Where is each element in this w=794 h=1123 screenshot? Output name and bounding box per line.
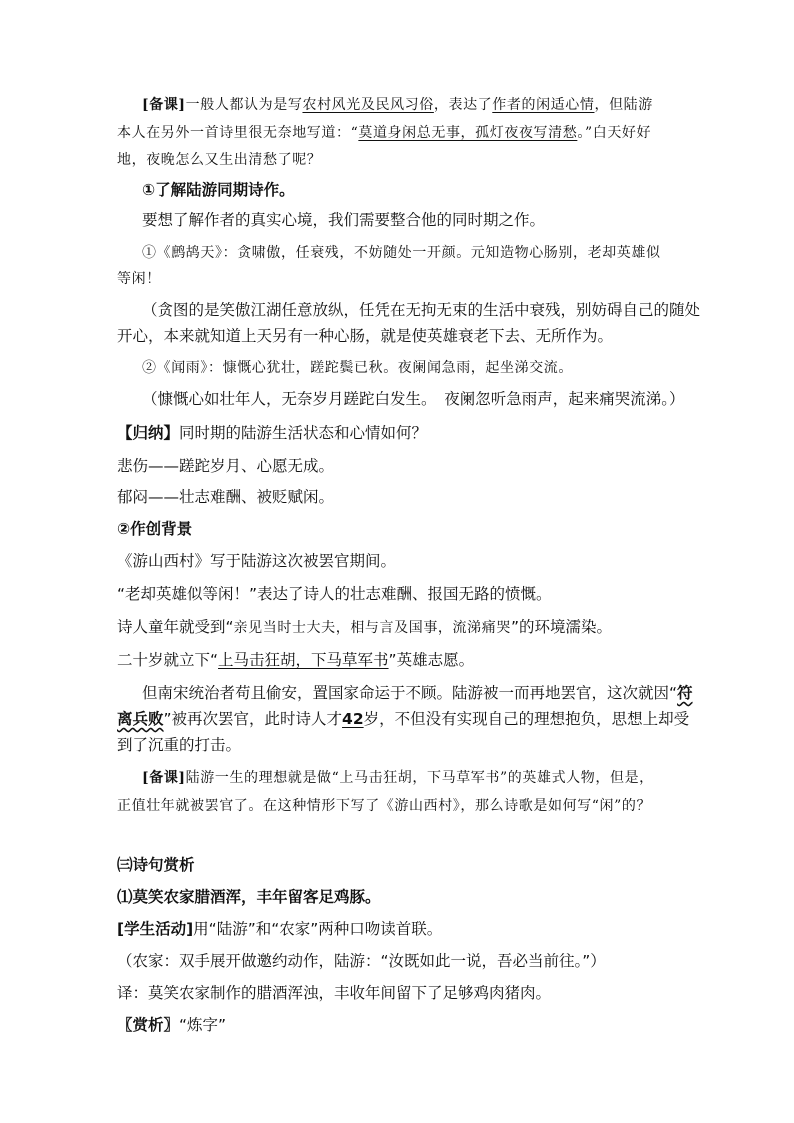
- translation-1-line-1: （贪图的是笑傲江湖任意放纵，任凭在无拘无束的生活中衰残，别妨碍自己的随处: [142, 301, 701, 319]
- underlined-phrase: 农村风光及民风习俗: [302, 97, 434, 113]
- gloom-line: 郁闷——壮志难酬、被贬赋闲。: [117, 488, 335, 506]
- poem-1-line-1: ①《鹧鸪天》：贪啸傲，任衰残，不妨随处一开颜。元知造物心肠别，老却英雄似: [142, 245, 661, 261]
- translation-2: （慷慨心如壮年人，无奈岁月蹉跎白发生。 夜阑忽听急雨声，起来痛哭流涕。）: [142, 390, 685, 408]
- underlined-quote: 莫道身闲总无事，孤灯夜夜写清愁: [358, 125, 578, 141]
- wavy-underlined-phrase: 离兵败: [117, 710, 164, 728]
- background-line-1: 《游山西村》写于陆游这次被罢官期间。: [117, 552, 397, 570]
- prep-note-line-3: 地，夜晚怎么又生出清愁了呢？: [117, 152, 322, 168]
- background-line-2: “老却英雄似等闲！”表达了诗人的壮志难酬、报国无路的愤慨。: [117, 585, 552, 603]
- translation-line: 译：莫笑农家制作的腊酒浑浊，丰收年间留下了足够鸡肉猪肉。: [117, 984, 552, 1002]
- prep-note-line-2: 本人在另外一首诗里很无奈地写道：“莫道身闲总无事，孤灯夜夜写清愁。”白天好好: [117, 125, 652, 141]
- background-line-5b: 离兵败”被再次罢官，此时诗人才42岁，不但没有实现自己的理想抱负，思想上却受: [117, 710, 690, 728]
- underlined-phrase: 作者的闲适心情: [492, 97, 595, 113]
- poem-line-1: ⑴莫笑农家腊酒浑，丰年留客足鸡豚。: [117, 888, 381, 906]
- prep-note-tag: [备课]: [142, 770, 186, 786]
- background-line-4: 二十岁就立下“上马击狂胡，下马草军书”英雄志愿。: [117, 651, 475, 669]
- intro-paragraph: 要想了解作者的真实心境，我们需要整合他的同时期之作。: [142, 211, 546, 229]
- summary-line: 【归纳】同时期的陆游生活状态和心情如何？: [117, 424, 428, 442]
- wavy-underlined-phrase: 符: [677, 684, 693, 702]
- underlined-phrase: 上马击狂胡，下马草军书: [218, 651, 389, 669]
- summary-tag: 【归纳】: [117, 424, 180, 442]
- section-heading-3: ㈢诗句赏析: [117, 856, 195, 874]
- grief-line: 悲伤——蹉跎岁月、心愿无成。: [117, 457, 335, 475]
- section-heading-1: ①了解陆游同期诗作。: [142, 181, 295, 199]
- poem-1-line-2: 等闲！: [117, 271, 161, 287]
- translation-1-line-2: 开心，本来就知道上天另有一种心肠，就是使英雄衰老下去、无所作为。: [117, 327, 614, 345]
- roleplay-note: （农家：双手展开做邀约动作，陆游：“汝既如此一说，吾必当前往。”）: [117, 952, 606, 970]
- quoted-phrase: 亲见当时士大夫，相与言及国事，流涕痛哭: [233, 620, 511, 636]
- section-heading-2: ②作创背景: [117, 520, 193, 538]
- age-number: 42: [342, 710, 364, 728]
- activity-tag: [学生活动]: [117, 920, 194, 938]
- prep-note-tag: [备课]: [142, 97, 186, 113]
- background-line-5c: 到了沉重的打击。: [117, 736, 242, 754]
- background-line-3: 诗人童年就受到“亲见当时士大夫，相与言及国事，流涕痛哭”的环境濡染。: [117, 618, 612, 636]
- poem-2: ②《闻雨》：慷慨心犹壮，蹉跎鬓已秋。夜阑闻急雨，起坐涕交流。: [142, 360, 573, 376]
- prep-note-2-line-1: [备课]陆游一生的理想就是做“上马击狂胡，下马草军书”的英雄式人物，但是，: [142, 770, 654, 786]
- background-line-5a: 但南宋统治者苟且偷安，置国家命运于不顾。陆游被一而再地罢官，这次就因“符: [142, 684, 693, 702]
- appreciation-tag: 〖赏析〗: [117, 1016, 180, 1034]
- prep-note-2-line-2: 正值壮年就被罢官了。在这种情形下写了《游山西村》，那么诗歌是如何写“闲”的？: [117, 798, 652, 814]
- appreciation-line: 〖赏析〗“炼字”: [117, 1016, 227, 1034]
- student-activity: [学生活动]用“陆游”和“农家”两种口吻读首联。: [117, 920, 443, 938]
- prep-note-line-1: [备课]一般人都认为是写农村风光及民风习俗，表达了作者的闲适心情，但陆游: [142, 97, 653, 113]
